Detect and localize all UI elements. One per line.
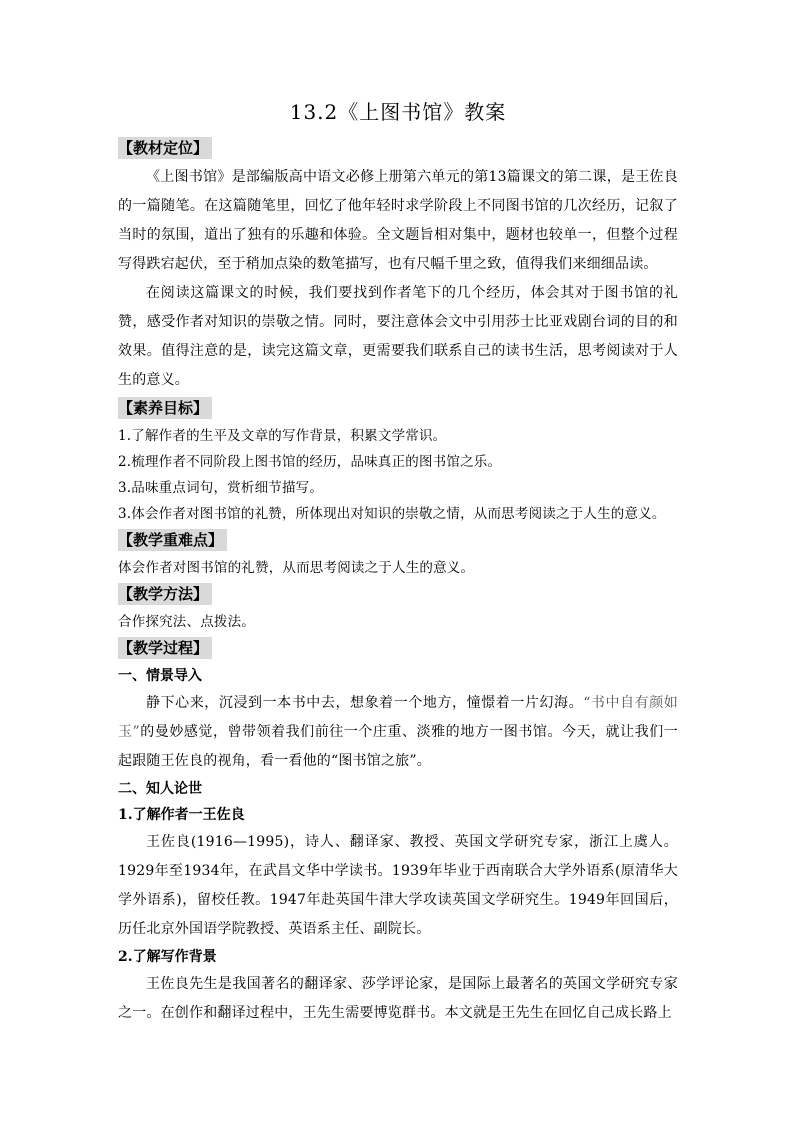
document-page — [118, 96, 678, 1028]
goal-item: 2.梳理作者不同阶段上图书馆的经历，品味真正的图书馆之乐。 — [118, 454, 502, 470]
paragraph: 在阅读这篇课文的时候，我们要找到作者笔下的几个经历，体会其对于图书馆的礼赞，感受作者对知识的崇敬之情。同时，要注意体会文中引用莎士比亚戏剧台词的目的和效果。值得注意的是，读完这篇文章，更需要我们联系自己的读书生活，思考阅读对于人生的意义。 — [118, 285, 678, 388]
subheading: 二、知人论世 — [118, 781, 202, 797]
paragraph: 合作探究法、点拨法。 — [118, 614, 255, 630]
goal-item: 3.品味重点词句，赏析细节描写。 — [118, 480, 324, 496]
section-heading-literacy-goals: 【素养目标】 — [118, 397, 212, 419]
intro-text: 的曼妙感觉，曾带领着我们前往一个庄重、淡雅的地方一图书馆。今天，就让我们一起跟随王佐良的视角，看一看他的“图书馆之旅”。 — [118, 724, 678, 769]
intro-text: 静下心来，沉浸到一本书中去，想象着一个地方，憧憬着一片幻海。 — [146, 695, 584, 711]
subheading: 2.了解写作背景 — [118, 949, 217, 965]
section-heading-textbook-position: 【教材定位】 — [118, 137, 212, 159]
subheading: 一、情景导入 — [118, 668, 202, 684]
page-title: 13.2《上图书馆》教案 — [289, 100, 507, 124]
section-heading-key-difficulties: 【教学重难点】 — [118, 529, 227, 551]
paragraph: 体会作者对图书馆的礼赞，从而思考阅读之于人生的意义。 — [118, 560, 475, 576]
goal-item: 3.体会作者对图书馆的礼赞，所体现出对知识的崇敬之情，从而思考阅读之于人生的意义。 — [118, 506, 666, 522]
subheading: 1.了解作者一王佐良 — [118, 807, 245, 823]
paragraph: 王佐良先生是我国著名的翻译家、莎学评论家，是国际上最著名的英国文学研究专家之一。在创作和翻译过程中，王先生需要博览群书。本文就是王先生在回忆自己成长路上 — [118, 976, 678, 1021]
paragraph — [118, 689, 678, 776]
paragraph: 王佐良(1916—1995)，诗人、翻译家、教授、英国文学研究专家，浙江上虞人。1929年至1934年，在武昌文华中学读书。1939年毕业于西南联合大学外语系(原清华大学外语系)，留校任教。1947年赴英国牛津大学攻读英国文学研究生。1949年回国后，历任北京外国语学院教授、英语系主任、副院长。 — [118, 834, 678, 937]
goal-item: 1.了解作者的生平及文章的写作背景，积累文学常识。 — [118, 428, 447, 444]
section-heading-teaching-methods: 【教学方法】 — [118, 583, 212, 605]
paragraph: 《上图书馆》是部编版高中语文必修上册第六单元的第13篇课文的第二课，是王佐良的一篇随笔。在这篇随笔里，回忆了他年轻时求学阶段上不同图书馆的几次经历，记叙了当时的氛围，道出了独有的乐趣和体验。全文题旨相对集中，题材也较单一，但整个过程写得跌宕起伏，至于稍加点染的数笔描写，也有尺幅千里之致，值得我们来细细品读。 — [118, 169, 678, 272]
section-heading-teaching-process: 【教学过程】 — [118, 637, 212, 659]
intro-quote: “书中自有颜如玉” — [118, 695, 678, 740]
